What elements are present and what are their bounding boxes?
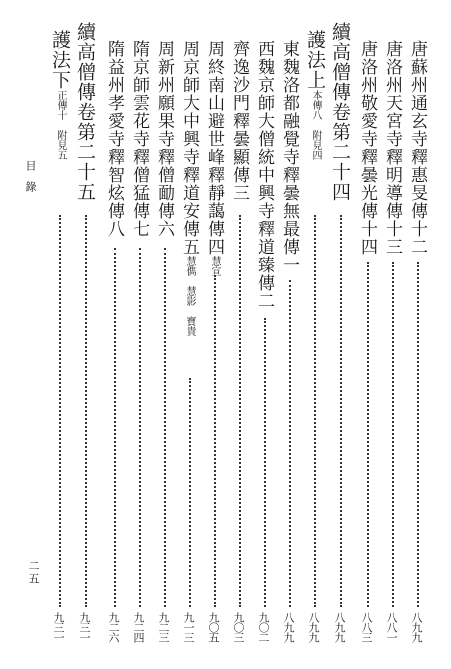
toc-entry-10: 隋京師雲花寺釋僧猛傳七 [129, 40, 149, 238]
leader-dots [314, 215, 316, 607]
leader-dots [417, 262, 419, 607]
toc-entry-4: 東魏洛都融覺寺釋曇無最傳一 [279, 40, 299, 274]
leader-dots [139, 248, 141, 607]
volume-heading: 續高僧傳卷第二十五 [74, 22, 96, 202]
leader-dots [289, 280, 291, 607]
toc-entry-2: 唐洛州天宮寺釋明導傳十三 [382, 40, 402, 256]
leader-dots [85, 215, 87, 607]
toc-page-number: 八九九 [282, 612, 295, 642]
entry-title: 周終南山避世峰釋靜藹傳四 [204, 40, 224, 256]
toc-page-number: 八八三 [360, 612, 373, 642]
toc-page-number: 九〇二 [257, 612, 270, 642]
section-note: 本傳八 附見四 [310, 90, 321, 160]
toc-entry-8 [180, 40, 197, 336]
section-heading [305, 30, 324, 160]
toc-entry-5: 西魏京師大僧統中興寺釋道臻傳二 [254, 40, 274, 310]
leader-dots [340, 215, 342, 607]
section-note: 正傳十 附見五 [55, 90, 66, 160]
entry-title: 周京師大中興寺釋道安傳五 [179, 40, 199, 256]
toc-page-number: 九一三 [182, 612, 195, 642]
toc-page-number: 九二三 [157, 612, 170, 642]
entry-note: 慧儁 慧影 寶貴 [184, 256, 195, 336]
leader-dots [264, 318, 266, 607]
toc-page-number: 九三一 [78, 612, 91, 642]
toc-page-number: 八九九 [333, 612, 346, 642]
toc-page-number: 八八一 [385, 612, 398, 642]
toc-page-number: 九三一 [52, 612, 65, 642]
page-number: 二五 [27, 560, 40, 586]
toc-page-number: 九二六 [107, 612, 120, 642]
leader-dots [114, 248, 116, 607]
running-header: 目錄 [24, 160, 37, 202]
toc-page-number: 九〇五 [207, 612, 220, 642]
toc-entry-1: 唐蘇州通玄寺釋惠旻傳十二 [407, 40, 427, 256]
volume-heading: 續高僧傳卷第二十四 [329, 22, 351, 202]
leader-dots [367, 262, 369, 607]
section-heading [50, 30, 69, 160]
toc-page-number: 九二四 [132, 612, 145, 642]
leader-dots [189, 378, 191, 607]
toc-entry-9: 周新州願果寺釋僧勔傳六 [154, 40, 174, 238]
toc-page-number: 八九九 [307, 612, 320, 642]
toc-entry-3: 唐洛州敬愛寺釋曇光傳十四 [357, 40, 377, 256]
toc-page-number: 九〇三 [232, 612, 245, 642]
toc-entry-11: 隋益州孝愛寺釋智炫傳八 [104, 40, 124, 238]
leader-dots [239, 215, 241, 607]
toc-entry-7 [205, 40, 222, 276]
toc-page-number: 八九九 [410, 612, 423, 642]
toc-entry-6: 齊逸沙門釋曇顯傳三 [229, 40, 249, 202]
leader-dots [214, 275, 216, 607]
section-title: 護法上 [304, 30, 326, 90]
leader-dots [164, 248, 166, 607]
entry-note: 慧宣 [209, 256, 220, 276]
leader-dots [59, 215, 61, 607]
section-title: 護法下 [49, 30, 71, 90]
leader-dots [392, 262, 394, 607]
